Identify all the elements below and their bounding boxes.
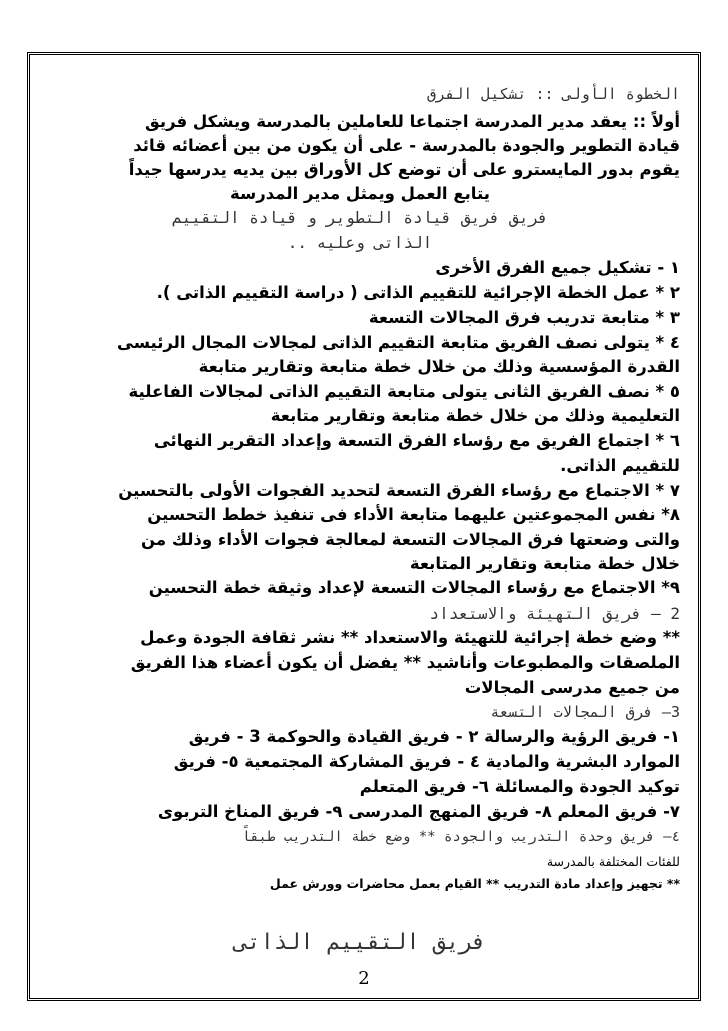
list-item: ٨* نفس المجموعتين عليهما متابعة الأداء فى تنفيذ خطط التحسين (147, 505, 680, 524)
text-line: يقوم بدور المايسترو على أن توضع كل الأوراق بين يديه يدرسها جيداً (128, 160, 680, 179)
list-item: ١ - تشكيل جميع الفرق الأخرى (435, 258, 680, 277)
step-heading: الخطوة الأولى :: تشكيل الفرق (427, 85, 680, 103)
list-item: ٤ * يتولى نصف الفريق متابعة التقييم الذاتى لمجالات المجال الرئيسى (117, 333, 680, 352)
list-item: ٧ * الاجتماع مع رؤساء الفرق التسعة لتحديد الفجوات الأولى بالتحسين (118, 481, 680, 500)
list-item: ٩* الاجتماع مع رؤساء المجالات التسعة لإعداد وثيقة خطة التحسين (148, 578, 680, 597)
list-item: والتى وضعتها فرق المجالات التسعة لمعالجة فجوات الأداء وذلك من (141, 530, 680, 549)
list-item: القدرة المؤسسية وذلك من خلال خطة متابعة وتقارير متابعة (198, 357, 680, 376)
list-item: ٣ * متابعة تدريب فرق المجالات التسعة (368, 308, 680, 327)
list-item: ٢ * عمل الخطة الإجرائية للتقييم الذاتى ( دراسة التقييم الذاتى ). (156, 283, 680, 302)
section-heading: 2 – فريق التهيئة والاستعداد (429, 604, 680, 623)
text-line: ١- فريق الرؤية والرسالة ٢ - فريق القيادة والحوكمة 3 - فريق (188, 727, 680, 746)
text-line: قيادة التطوير والجودة بالمدرسة - على أن يكون من بين أعضائه قائد (133, 136, 680, 155)
text-line: الموارد البشرية والمادية ٤ - فريق المشاركة المجتمعية ٥- فريق (173, 752, 680, 771)
text-line: أولاً :: يعقد مدير المدرسة اجتماعا للعاملين بالمدرسة ويشكل فريق (145, 112, 680, 131)
team-heading-cont: الذاتى وعليه .. (287, 233, 433, 252)
text-line: ٧- فريق المعلم ٨- فريق المنهج المدرسى ٩- فريق المناخ التربوى (157, 802, 680, 821)
text-line: ** تجهيز وإعداد مادة التدريب ** القيام بعمل محاضرات وورش عمل (269, 876, 680, 891)
text-line: من جميع مدرسى المجالات (464, 678, 680, 697)
footer-title: فريق التقييم الذاتى (234, 930, 486, 955)
list-item: ٥ * نصف الفريق الثانى يتولى متابعة التقييم الذاتى لمجالات الفاعلية (128, 382, 680, 401)
text-line: يتابع العمل ويمثل مدير المدرسة (230, 184, 490, 203)
page-number: 2 (358, 968, 370, 989)
text-line: ** وضع خطة إجرائية للتهيئة والاستعداد ** نشر ثقافة الجودة وعمل (140, 628, 680, 647)
section-heading: 3– فرق المجالات التسعة (490, 703, 680, 721)
text-line: للفئات المختلفة بالمدرسة (546, 854, 680, 869)
list-item: ٦ * اجتماع الفريق مع رؤساء الفرق التسعة وإعداد التقرير النهائى (153, 431, 680, 450)
team-heading: فريق فريق قيادة التطوير و قيادة التقييم (172, 208, 548, 227)
list-item: خلال خطة متابعة وتقارير المتابعة (409, 554, 680, 573)
list-item: للتقييم الذاتى. (560, 456, 680, 475)
list-item: التعليمية وذلك من خلال خطة متابعة وتقارير متابعة (270, 406, 680, 425)
text-line: الملصقات والمطبوعات وأناشيد ** يفضل أن يكون أعضاء هذا الفريق (130, 653, 680, 672)
text-line: توكيد الجودة والمسائلة ٦- فريق المتعلم (359, 777, 680, 796)
section-heading: ٤– فريق وحدة التدريب والجودة ** وضع خطة التدريب طبقاً (241, 829, 680, 845)
